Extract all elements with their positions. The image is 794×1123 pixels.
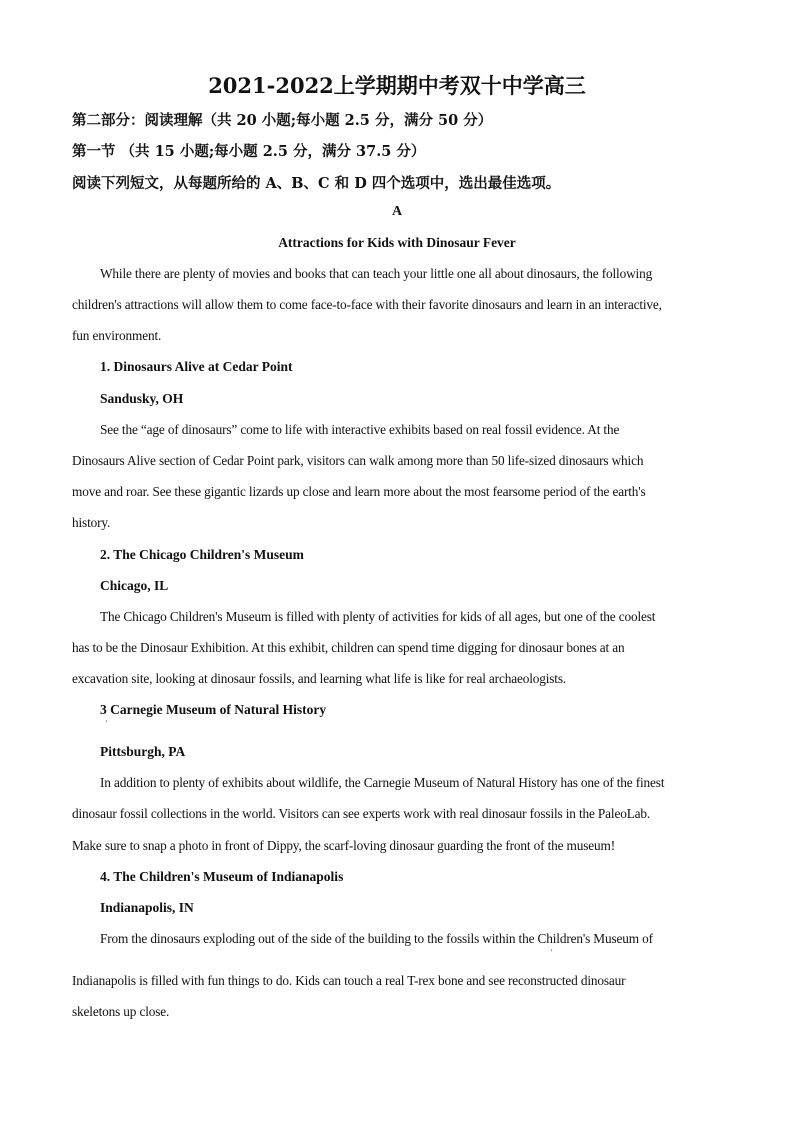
item-text-line: skeletons up close.: [72, 1004, 170, 1019]
item-location: Pittsburgh, PA: [100, 744, 186, 759]
item-text-line: From the dinosaurs exploding out of the side of the building to the fossils within the Children's Museum of: [100, 931, 653, 946]
item-location: Chicago, IL: [100, 578, 169, 593]
item-location: Indianapolis, IN: [100, 900, 194, 915]
intro-line: While there are plenty of movies and books that can teach your little one all about dinosaurs, the following: [100, 266, 653, 281]
item-location: Sandusky, OH: [100, 391, 184, 406]
item-text-line: has to be the Dinosaur Exhibition. At this exhibit, children can spend time digging for dinosaur bones at an: [72, 640, 625, 655]
item-text-line: move and roar. See these gigantic lizards up close and learn more about the most fearsome period of the earth's: [72, 484, 646, 499]
section-heading: 第一节 （共 15 小题;每小题 2.5 分，满分 37.5 分）: [72, 143, 426, 160]
item-heading: 1. Dinosaurs Alive at Cedar Point: [100, 359, 293, 374]
item-text-line: Make sure to snap a photo in front of Dippy, the scarf-loving dinosaur guarding the front of the museum!: [72, 838, 615, 853]
passage-title: Attractions for Kids with Dinosaur Fever: [278, 235, 516, 250]
item-text-line: Indianapolis is filled with fun things to do. Kids can touch a real T-rex bone and see reconstructed dinosaur: [72, 973, 626, 988]
item-text-line: dinosaur fossil collections in the world. Visitors can see experts work with real dinosaur fossils in the PaleoLab.: [72, 806, 651, 821]
item-text-line: history.: [72, 515, 111, 530]
scan-mark: ': [551, 948, 553, 957]
item-text-line: Dinosaurs Alive section of Cedar Point park, visitors can walk among more than 50 life-sized dinosaurs which: [72, 453, 644, 468]
intro-line: fun environment.: [72, 328, 162, 343]
document-title: 2021-2022上学期期中考双十中学高三: [208, 73, 586, 98]
item-heading: 4. The Children's Museum of Indianapolis: [100, 869, 344, 884]
item-text-line: The Chicago Children's Museum is filled with plenty of activities for kids of all ages, but one of the coolest: [100, 609, 656, 624]
scan-mark: ': [106, 719, 108, 728]
item-heading: 3 Carnegie Museum of Natural History: [100, 702, 327, 717]
item-text-line: excavation site, looking at dinosaur fossils, and learning what life is like for real archaeologists.: [72, 671, 567, 686]
part-heading: 第二部分：阅读理解（共 20 小题;每小题 2.5 分，满分 50 分）: [72, 112, 493, 129]
passage-label: A: [391, 204, 403, 219]
item-text-line: In addition to plenty of exhibits about wildlife, the Carnegie Museum of Natural History has one of the finest: [100, 775, 665, 790]
intro-line: children's attractions will allow them to come face-to-face with their favorite dinosaurs and learn in an interactive,: [72, 297, 662, 312]
instruction: 阅读下列短文，从每题所给的 A、B、C 和 D 四个选项中，选出最佳选项。: [72, 175, 561, 192]
item-heading: 2. The Chicago Children's Museum: [100, 547, 304, 562]
item-text-line: See the “age of dinosaurs” come to life with interactive exhibits based on real fossil evidence. At the: [100, 422, 620, 437]
